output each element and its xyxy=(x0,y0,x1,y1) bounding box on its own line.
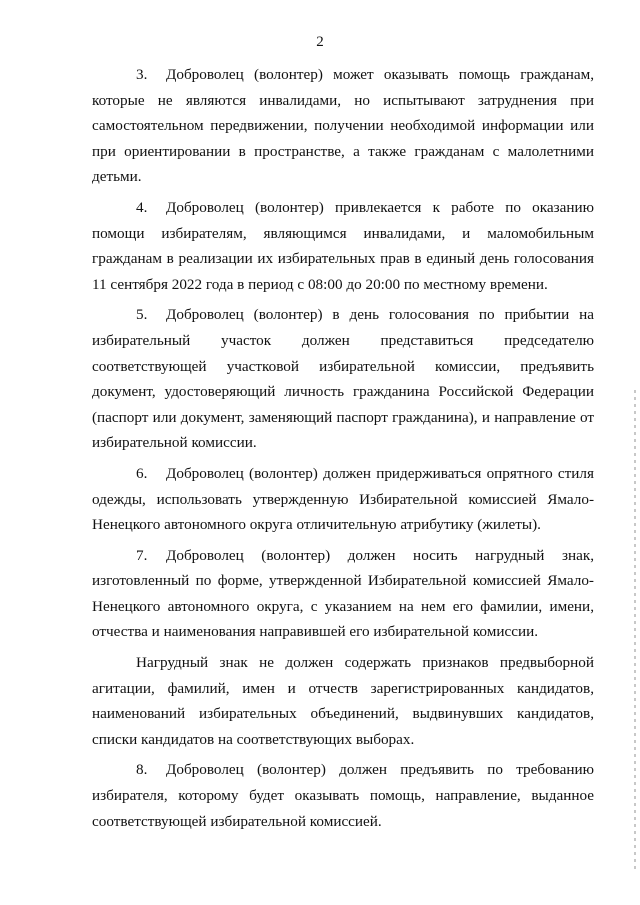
paragraph-text: Доброволец (волонтер) должен носить нагрудный знак, изготовленный по форме, утвержденной Избирательной комиссией Ямало-Ненецкого автономного округа, с указанием на нем его фамилии, имени, отчества и наименования направившей его избирательной комиссии. xyxy=(92,546,594,641)
paragraph-3 xyxy=(92,62,594,190)
scan-edge-mark xyxy=(634,390,636,870)
paragraph-text: Доброволец (волонтер) должен предъявить по требованию избирателя, которому будет оказывать помощь, направление, выданное соответствующей избирательной комиссией. xyxy=(92,761,594,830)
paragraph-text: Доброволец (волонтер) должен придерживаться опрятного стиля одежды, использовать утвержденную Избирательной комиссией Ямало-Ненецкого автономного округа отличительную атрибутику (жилеты). xyxy=(92,464,594,534)
paragraph-text: Доброволец (волонтер) в день голосования по прибытии на избирательный участок должен представиться председателю соответствующей участковой избирательной комиссии, предъявить документ, удостоверяющий личность гражданина Российской Федерации (паспорт или документ, заменяющий паспорт гражданина), и направление от избирательной комиссии. xyxy=(92,306,594,452)
paragraph-text: Нагрудный знак не должен содержать признаков предвыборной агитации, фамилий, имен и отчеств зарегистрированных кандидатов, наименований избирательных объединений, выдвинувших кандидатов, списки кандидатов на соответствующих выборах. xyxy=(92,654,594,748)
paragraph-7 xyxy=(92,543,594,645)
page-number: 2 xyxy=(316,34,324,50)
paragraph-7-continued xyxy=(92,650,594,752)
paragraph-text: Доброволец (волонтер) привлекается к работе по оказанию помощи избирателям, являющимся инвалидами, и маломобильным гражданам в реализации их избирательных прав в единый день голосования 11 сентября 2022 года в период с 08:00 до 20:00 по местному времени. xyxy=(92,198,594,293)
paragraph-6 xyxy=(92,461,594,538)
paragraph-number: 3. xyxy=(136,66,148,83)
paragraph-5 xyxy=(92,302,594,456)
paragraph-4 xyxy=(92,195,594,297)
document-body xyxy=(92,62,594,839)
paragraph-8 xyxy=(92,757,594,834)
paragraph-number: 7. xyxy=(136,546,148,564)
paragraph-number: 5. xyxy=(136,306,148,324)
paragraph-text: Доброволец (волонтер) может оказывать помощь гражданам, которые не являются инвалидами, но испытывают затруднения при самостоятельном передвижении, получении необходимой информации или при ориентировании в пространстве, а также гражданам с малолетними детьми. xyxy=(92,66,594,186)
paragraph-number: 4. xyxy=(136,198,148,216)
paragraph-number: 6. xyxy=(136,464,148,482)
paragraph-number: 8. xyxy=(136,761,148,779)
